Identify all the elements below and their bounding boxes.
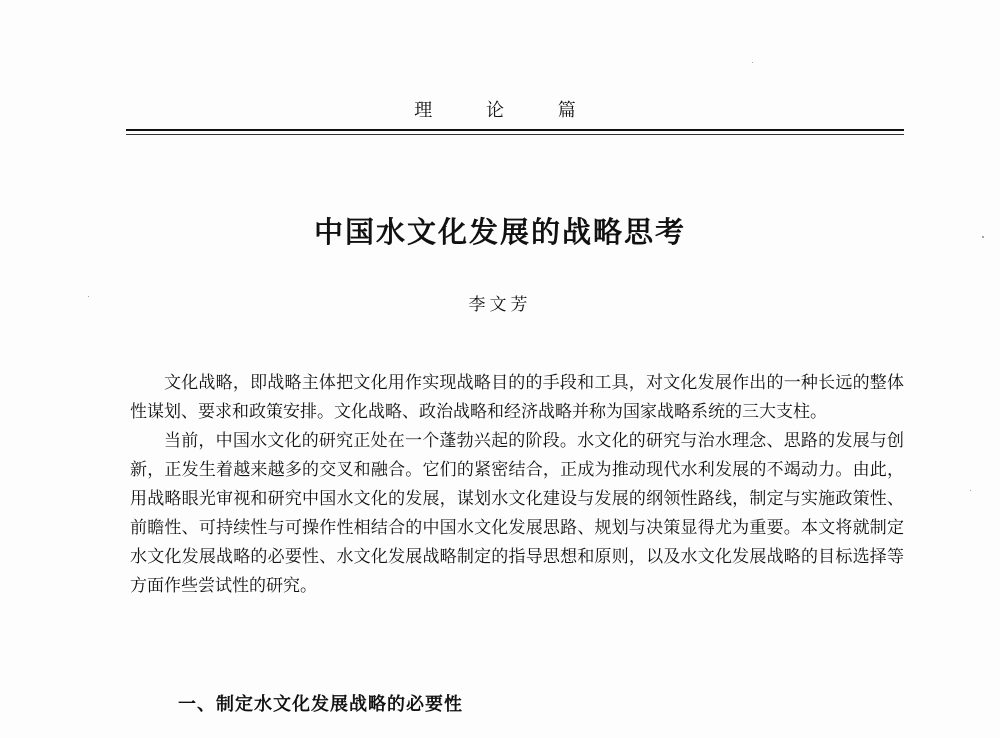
scan-speck (970, 490, 971, 491)
paragraph-1: 文化战略，即战略主体把文化用作实现战略目的的手段和工具，对文化发展作出的一种长远的整体性谋划、要求和政策安排。文化战略、政治战略和经济战略并称为国家战略系统的三大支柱。 (130, 373, 904, 422)
scan-speck (982, 236, 984, 238)
scan-speck (752, 62, 753, 63)
article-title: 中国水文化发展的战略思考 (313, 215, 686, 249)
header-rule-thin (126, 134, 904, 135)
section-heading: 一、制定水文化发展战略的必要性 (178, 694, 463, 715)
running-header: 理 论 篇 (414, 100, 600, 121)
scan-speck (88, 296, 89, 297)
header-rule-thick (126, 129, 904, 131)
article-body (130, 369, 904, 601)
paragraph-2: 当前，中国水文化的研究正处在一个蓬勃兴起的阶段。水文化的研究与治水理念、思路的发展与创新，正发生着越来越多的交叉和融合。它们的紧密结合，正成为推动现代水利发展的不竭动力。由此，用战略眼光审视和研究中国水文化的发展，谋划水文化建设与发展的纲领性路线，制定与实施政策性、前瞻性、可持续性与可操作性相结合的中国水文化发展思路、规划与决策显得尤为重要。本文将就制定水文化发展战略的必要性、水文化发展战略制定的指导思想和原则，以及水文化发展战略的目标选择等方面作些尝试性的研究。 (130, 431, 904, 596)
article-author: 李文芳 (468, 295, 532, 315)
